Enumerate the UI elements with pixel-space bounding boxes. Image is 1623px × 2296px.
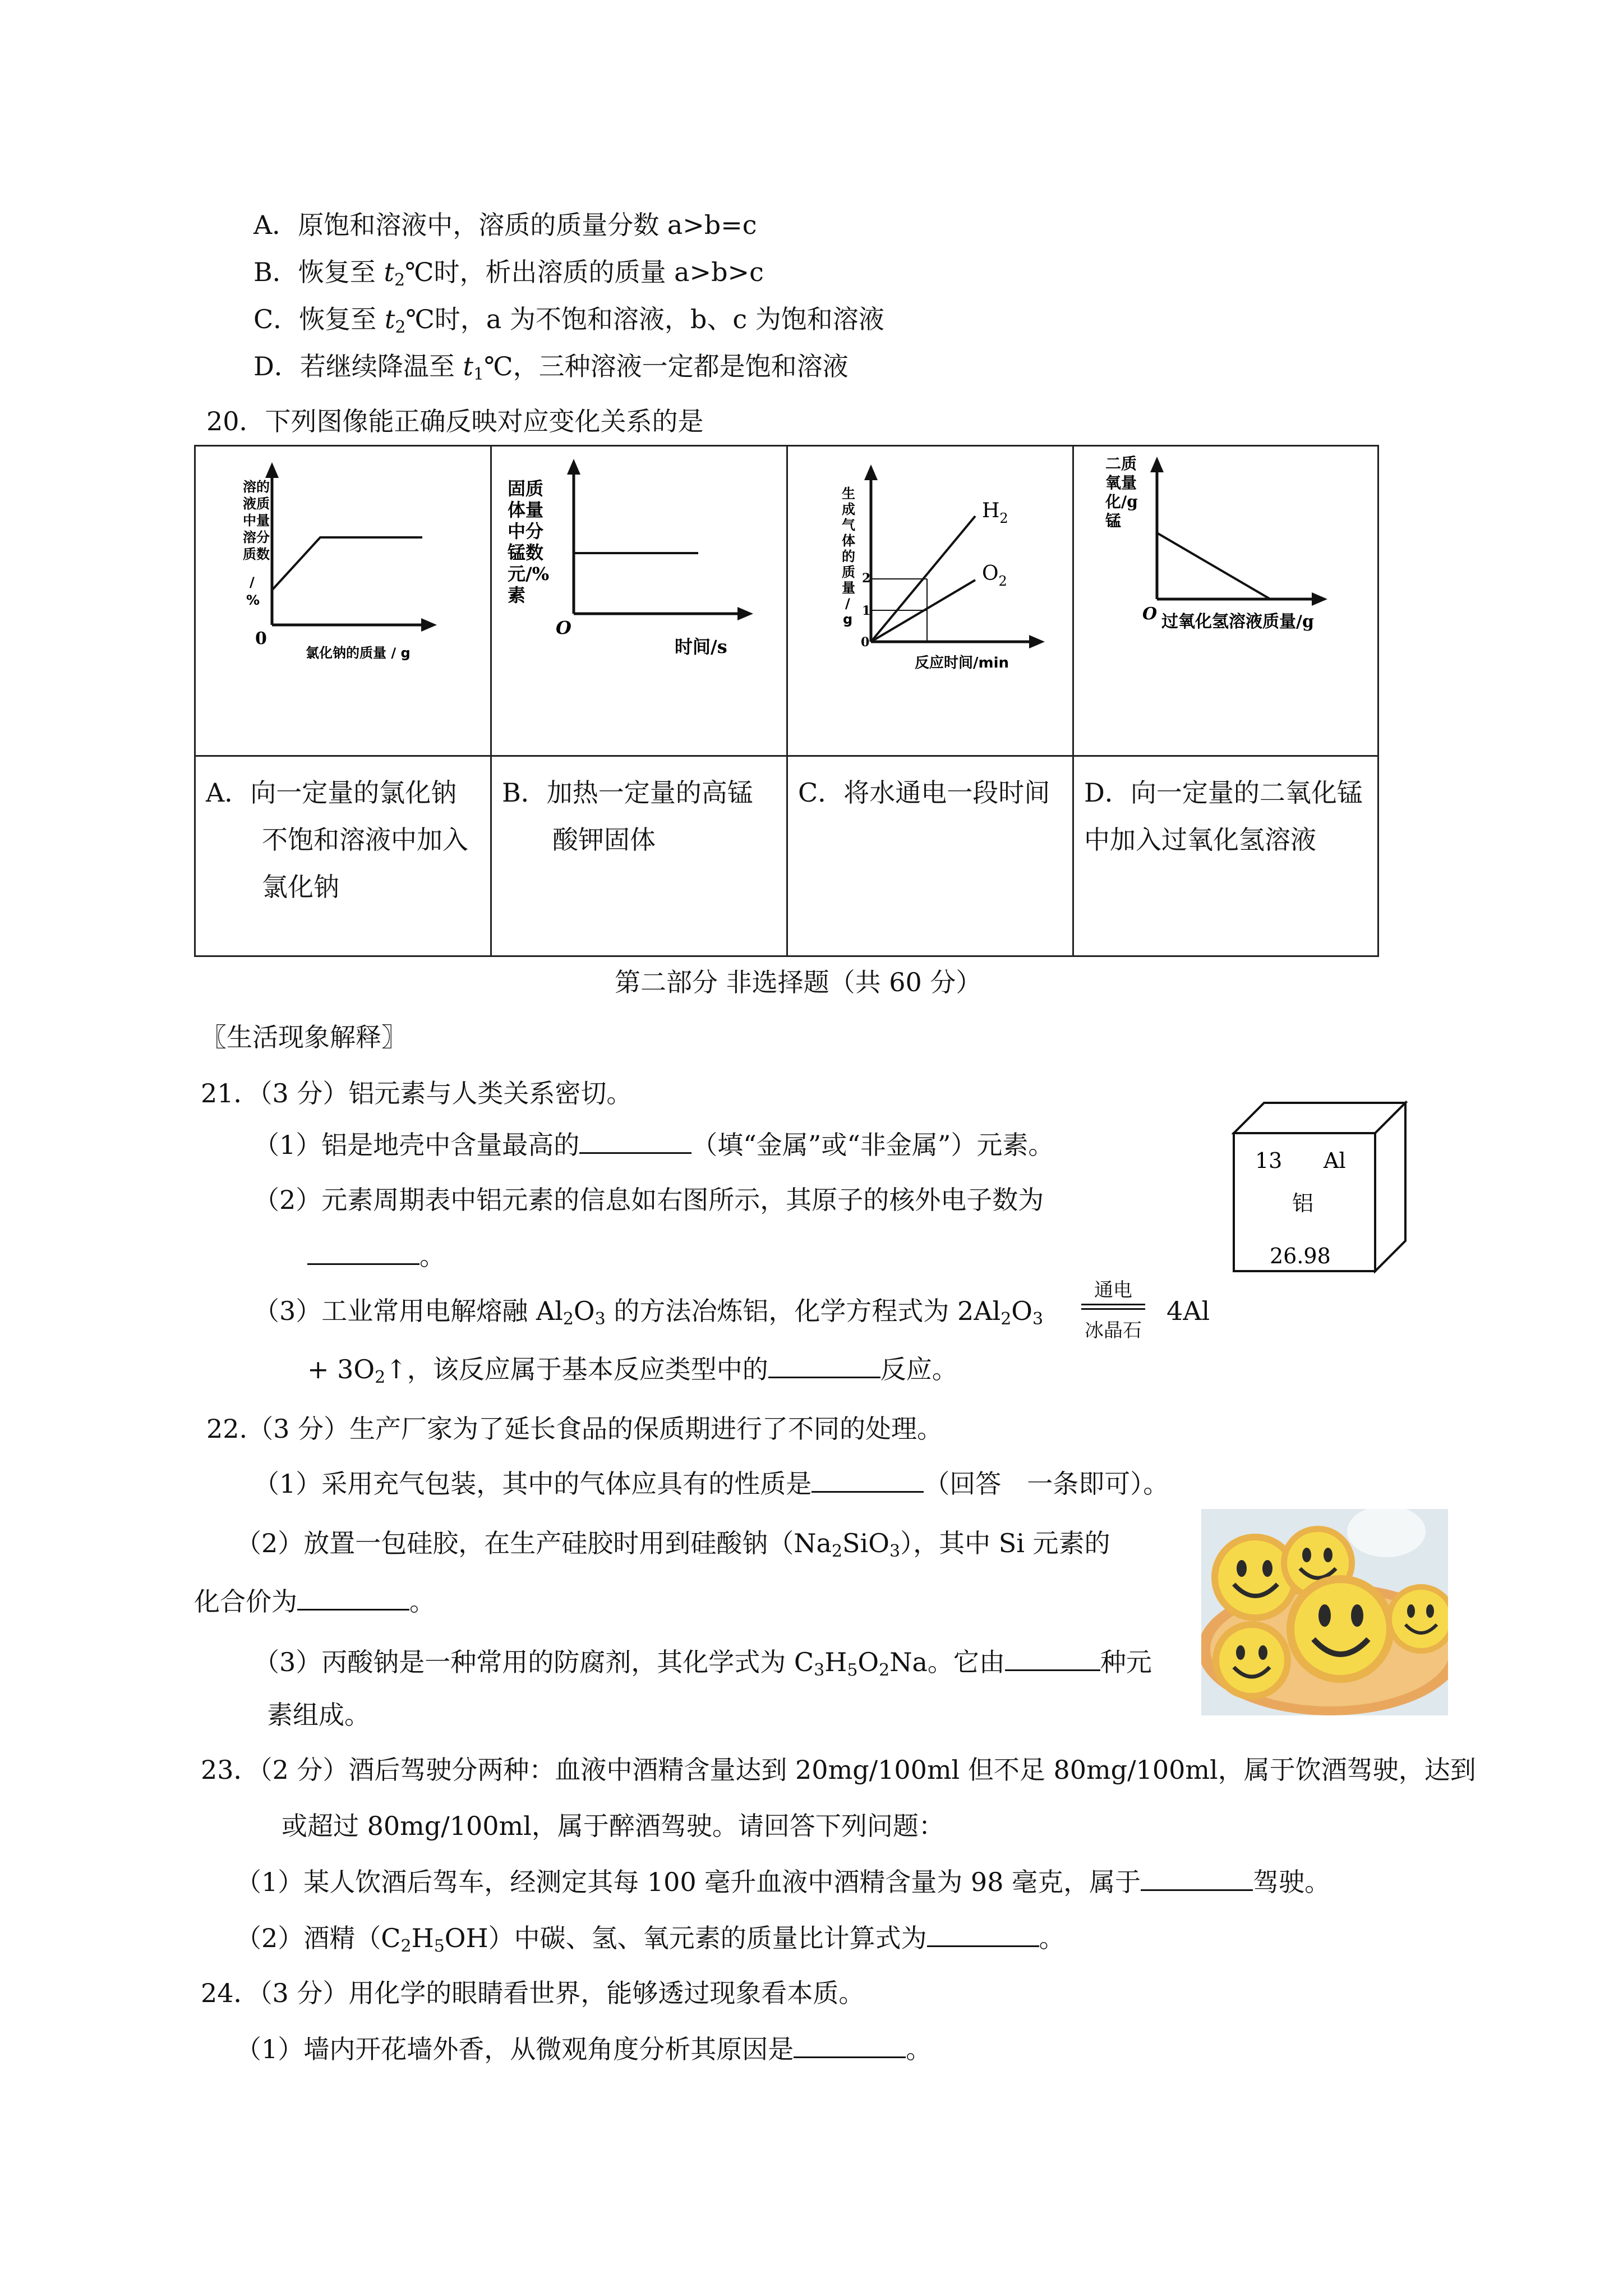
graph-b-ylabel-2: 中分 [508,521,544,542]
condition-top: 通电 [1094,1279,1132,1301]
equals-line-2 [1081,1308,1145,1310]
graph-c-y-arrow [864,464,878,480]
q20-caption-d: D．向一定量的二氧化锰中加入过氧化氢溶液 [1084,777,1363,855]
q20-table [194,445,1379,957]
graph-c-ylabel-4: 的 [842,549,855,564]
graph-a-ylabel-6: % [246,592,260,608]
graph-c-ylabel-2: 气 [842,517,855,533]
q20-caption-a: A．向一定量的氯化钠不饱和溶液中加入氯化钠 [206,777,468,902]
graph-c-tick-1: 1 [862,604,871,618]
graph-d-ylabel-1: 氧量 [1105,473,1137,492]
cube-side [1375,1103,1405,1271]
graph-c-origin: 0 [861,635,870,650]
graph-b-xlabel: 时间/s [675,636,727,657]
q20-caption-d-cell [1073,756,1378,956]
element-name: 铝 [1292,1191,1314,1216]
graph-c-ylabel-7: / [845,596,850,611]
q22-part2: （2）放置一包硅胶，在生产硅胶时用到硅酸钠$(Na_2SiO_3)$，其中 Si 元素的 [236,1528,1110,1561]
q21-blank-1[interactable] [579,1129,691,1154]
q24-part1: （1）墙内开花墙外香，从微观角度分析其原因是 。 [236,2034,932,2064]
graph-c-label-o2: $O_2$ [982,562,1007,589]
q19-option-d: D．若继续降温至 $t_1℃$，三种溶液一定都是饱和溶液 [253,351,849,384]
q20-stem: 20．下列图像能正确反映对应变化关系的是 [206,406,704,436]
graph-b-ylabel-4: 元/% [508,563,550,585]
q20-caption-a-cell [195,756,491,956]
q23-part1: （1）某人饮酒后驾车，经测定其每 100 毫升血液中酒精含量为 98 毫克，属于 驾驶。 [236,1867,1331,1897]
graph-a-y-arrow [265,462,279,478]
q22-stem: 22.（3 分）生产厂家为了延长食品的保质期进行了不同的处理。 [206,1414,943,1444]
q21-part2-answer: 。 [307,1240,445,1272]
q22-blank-2[interactable] [297,1585,409,1611]
q23-stem-line1: 23．（2 分）酒后驾驶分两种：血液中酒精含量达到 20mg/100ml 但不足 80mg/100ml，属于饮酒驾驶，达到 [201,1755,1476,1785]
graph-a-ylabel-2: 中量 [243,513,270,528]
graph-b-ylabel-1: 体量 [508,499,544,521]
graph-d-ylabel-0: 二质 [1105,454,1137,473]
graph-d-origin: O [1142,604,1158,624]
graph-d-y-arrow [1150,457,1164,472]
q23-part2: （2）酒精$(C_2H_5OH)$中碳、氢、氧元素的质量比计算式为 。 [236,1923,1065,1956]
graph-c-ylabel-0: 生 [842,486,855,501]
graph-a-ylabel-3: 溶分 [243,530,270,545]
graph-c-ylabel-5: 质 [842,564,855,580]
q21-blank-2[interactable] [307,1240,419,1265]
graph-b-y-arrow [567,459,580,475]
graph-b-ylabel-3: 锰数 [508,542,544,563]
smiley-cookies-photo [1201,1509,1448,1715]
graph-a-ylabel-1: 液质 [243,496,270,512]
q22-blank-1[interactable] [811,1467,924,1493]
graph-a-ylabel-4: 质数 [243,546,270,562]
q22-part1: （1）采用充气包装，其中的气体应具有的性质是 （回答 一条即可）。 [253,1469,1169,1499]
q19-option-b: B．恢复至 $t_2℃$时，析出溶质的质量 a>b>c [253,257,764,290]
graph-c-ylabel-3: 体 [842,533,855,549]
q20-graph-c-cell [787,446,1073,756]
graph-a-ylabel-5: / [250,574,255,590]
q20-graph-b-cell [491,446,787,756]
graph-b-origin: O [556,617,571,638]
graph-a-curve [272,537,422,590]
graph-a-xlabel: 氯化钠的质量 / g [306,645,411,661]
q21-stem: 21．（3 分）铝元素与人类关系密切。 [201,1078,633,1108]
graph-d-curve [1157,533,1270,599]
graph-c-label-h2: $H_2$ [982,499,1008,526]
q21-part1: （1）铝是地壳中含量最高的 （填“金属”或“非金属”）元素。 [253,1130,1054,1160]
graph-c-xlabel: 反应时间/min [915,655,1009,671]
q19-option-a: A．原饱和溶液中，溶质的质量分数 a>b=c [253,210,757,240]
q21-part3-line2: + $3O_2↑$，该反应属于基本反应类型中的 反应。 [307,1354,958,1387]
cookie-3 [1287,1575,1394,1683]
graph-a-x-arrow [421,618,437,632]
element-number: 13 [1255,1148,1283,1173]
q20-caption-b-cell [491,756,787,956]
graph-d-x-arrow [1312,592,1327,606]
q20-graph-a-cell [195,446,491,756]
q23-stem-line2: 或超过 80mg/100ml，属于醉酒驾驶。请回答下列问题： [282,1811,944,1841]
graph-c-ylabel-8: g [843,611,853,627]
graph-b [492,447,788,753]
graph-d-ylabel-2: 化/g [1105,493,1138,511]
q21-part3: （3）工业常用电解熔融 $Al_2O_3$ 的方法冶炼铝，化学方程式为 $2Al_2O_3$ [253,1296,1044,1329]
part2-title: 第二部分 非选择题（共 60 分） [615,967,982,997]
graph-b-x-arrow [737,607,753,620]
q21-product: 4Al [1166,1296,1210,1326]
graph-d-ylabel-3: 锰 [1105,512,1122,530]
graph-b-ylabel-5: 素 [508,585,526,606]
graph-d [1074,447,1379,753]
q22-blank-3[interactable] [1005,1646,1100,1671]
graph-c-x-arrow [1029,635,1045,648]
q22-part3-line2: 素组成。 [267,1700,370,1730]
q24-stem: 24．（3 分）用化学的眼睛看世界，能够透过现象看本质。 [201,1978,865,2008]
condition-bottom: 冰晶石 [1085,1319,1142,1342]
graph-a-ylabel-0: 溶的 [243,479,270,495]
q22-part2-line2: 化合价为 。 [194,1586,435,1617]
element-symbol: Al [1324,1148,1346,1173]
aluminum-element-card [1232,1101,1410,1276]
q20-caption-c: C．将水通电一段时间 [798,777,1050,808]
q19-option-c: C．恢复至 $t_2℃$时，a 为不饱和溶液，b、c 为饱和溶液 [253,304,884,337]
q22-part3: （3）丙酸钠是一种常用的防腐剂，其化学式为 $C_3H_5O_2Na$。它由 种元 [253,1647,1152,1680]
graph-b-ylabel-0: 固质 [508,478,544,499]
q21-blank-3[interactable] [768,1353,880,1378]
graph-c [788,447,1074,753]
q20-caption-b: B．加热一定量的高锰酸钾固体 [502,777,753,855]
graph-d-xlabel: 过氧化氢溶液质量/g [1161,612,1314,632]
q24-blank-1[interactable] [794,2033,906,2058]
q20-caption-c-cell [787,756,1073,956]
cookie-5 [1212,1621,1291,1700]
graph-a [196,447,492,753]
element-mass: 26.98 [1270,1244,1331,1268]
graph-c-ylabel-6: 量 [842,580,855,596]
q21-part2: （2）元素周期表中铝元素的信息如右图所示，其原子的核外电子数为 [253,1185,1044,1215]
graph-c-tick-2: 2 [862,571,871,586]
q23-blank-2[interactable] [927,1922,1039,1947]
graph-c-ylabel-1: 成 [842,501,855,517]
q20-graph-d-cell [1073,446,1378,756]
section-title: 〖生活现象解释〗 [201,1022,407,1052]
graph-a-origin: 0 [255,629,267,648]
equals-line-1 [1081,1304,1145,1305]
reaction-condition [1077,1279,1150,1346]
q23-blank-1[interactable] [1141,1866,1253,1891]
